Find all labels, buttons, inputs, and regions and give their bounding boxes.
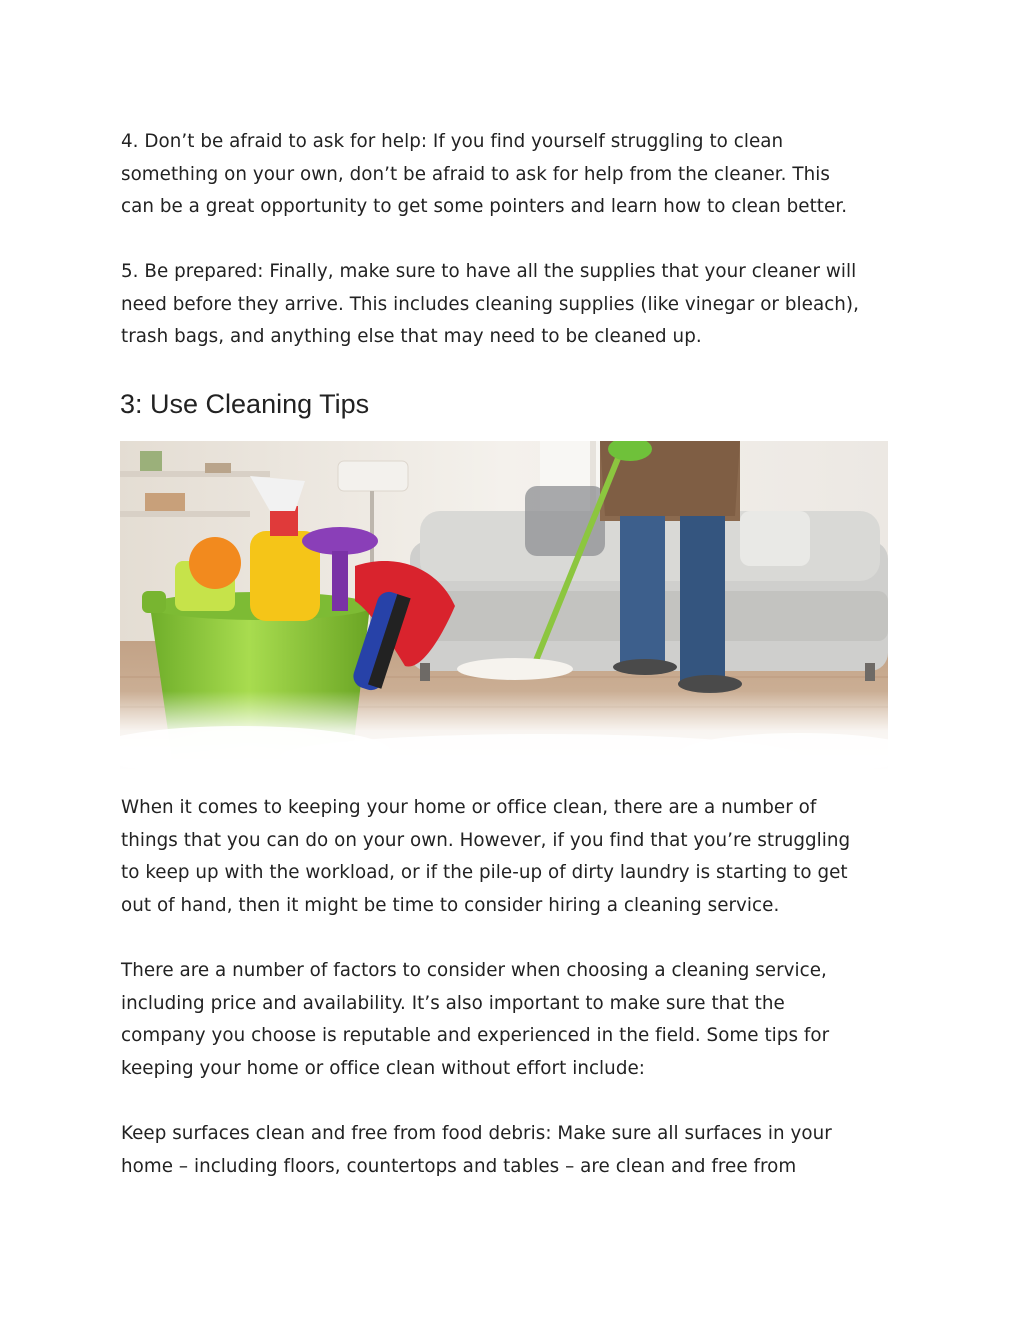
paragraph-surfaces (121, 1118, 911, 1183)
text-line: There are a number of factors to consider when choosing a cleaning service, (121, 960, 827, 981)
section-heading: 3: Use Cleaning Tips (120, 389, 370, 419)
paragraph-ask-for-help (121, 126, 911, 224)
text-line: including price and availability. It’s also important to make sure that the (121, 992, 785, 1014)
text-line: can be a great opportunity to get some pointers and learn how to clean better. (121, 196, 848, 218)
text-line: keeping your home or office clean without effort include: (121, 1058, 645, 1080)
text-line: 4. Don’t be afraid to ask for help: If you find yourself struggling to clean (121, 131, 784, 152)
paragraph-factors (121, 955, 911, 1086)
paragraph-be-prepared (121, 256, 911, 354)
text-line: 5. Be prepared: Finally, make sure to have all the supplies that your cleaner will (121, 261, 857, 282)
text-line: trash bags, and anything else that may need to be cleaned up. (121, 326, 702, 348)
text-line: company you choose is reputable and experienced in the field. Some tips for (121, 1025, 830, 1047)
cleaning-photo (120, 441, 888, 771)
text-line: something on your own, don’t be afraid to ask for help from the cleaner. This (121, 163, 830, 185)
paragraph-intro (121, 792, 911, 923)
text-line: Keep surfaces clean and free from food debris: Make sure all surfaces in your (121, 1123, 832, 1144)
cleaning-illustration (120, 441, 888, 771)
text-line: need before they arrive. This includes cleaning supplies (like vinegar or bleach), (121, 293, 859, 315)
text-line: out of hand, then it might be time to consider hiring a cleaning service. (121, 895, 780, 917)
text-line: things that you can do on your own. However, if you find that you’re struggling (121, 829, 851, 851)
text-line: home – including floors, countertops and tables – are clean and free from (121, 1155, 797, 1177)
text-line: to keep up with the workload, or if the pile-up of dirty laundry is starting to get (121, 862, 848, 884)
text-line: When it comes to keeping your home or office clean, there are a number of (121, 797, 817, 818)
